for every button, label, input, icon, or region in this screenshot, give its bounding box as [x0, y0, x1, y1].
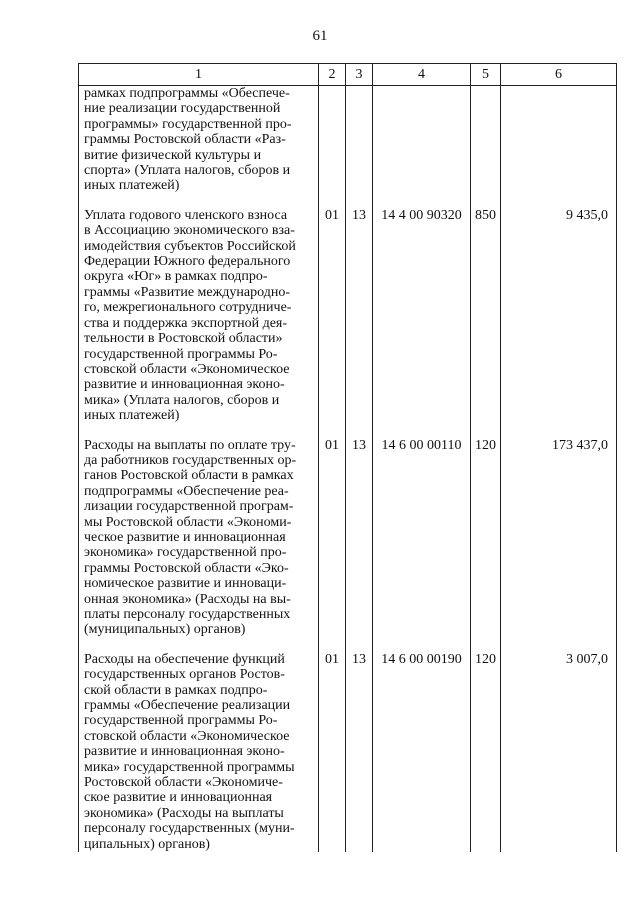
- header-col-4: 4: [373, 64, 471, 86]
- text-line: стовской области «Экономическое: [84, 728, 290, 744]
- text-line: государственной программы Ро-: [84, 346, 278, 362]
- text-line: мика» государственной программы: [84, 759, 295, 775]
- table-row: [79, 652, 617, 853]
- expense-type-code: 850: [471, 208, 501, 424]
- text-line: граммы Ростовской области «Раз-: [84, 132, 286, 148]
- text-line: развитие и инновационная эконо-: [84, 744, 285, 760]
- text-line: ганов Ростовской области в рамках: [84, 468, 294, 484]
- text-line: граммы Ростовской области «Эко-: [84, 560, 289, 576]
- amount-value: 173 437,0: [501, 438, 617, 638]
- subsection-code: 13: [346, 438, 373, 638]
- section-code: 01: [319, 652, 346, 853]
- text-line: персоналу государственных (муни-: [84, 821, 295, 837]
- row-description: [79, 438, 319, 638]
- continuation-row: [79, 86, 617, 194]
- amount-value: 3 007,0: [501, 652, 617, 853]
- header-col-2: 2: [319, 64, 346, 86]
- table-body: [79, 86, 617, 853]
- header-row: [79, 64, 617, 86]
- text-line: округа «Юг» в рамках подпро-: [84, 269, 268, 285]
- text-line: программы» государственной про-: [84, 116, 292, 132]
- header-col-6: 6: [501, 64, 617, 86]
- text-line: мика» (Уплата налогов, сборов и: [84, 392, 280, 408]
- text-line: ципальных) органов): [84, 836, 210, 852]
- text-line: Уплата годового членского взноса: [84, 207, 288, 223]
- text-line: в Ассоциацию экономического вза-: [84, 223, 295, 239]
- text-line: экономика» государственной про-: [84, 545, 287, 561]
- text-line: спорта» (Уплата налогов, сборов и: [84, 163, 291, 179]
- text-line: онная экономика» (Расходы на вы-: [84, 591, 291, 607]
- text-line: государственных органов Ростов-: [84, 667, 285, 683]
- header-col-5: 5: [471, 64, 501, 86]
- text-line: го, межрегионального сотрудниче-: [84, 300, 292, 316]
- target-article-code: 14 6 00 00190: [373, 652, 471, 853]
- header-col-3: 3: [346, 64, 373, 86]
- row-description: [79, 208, 319, 424]
- text-line: имодействия субъектов Российской: [84, 238, 296, 254]
- text-line: государственной программы Ро-: [84, 713, 278, 729]
- text-line: платы персоналу государственных: [84, 607, 291, 622]
- text-line: граммы «Обеспечение реализации: [84, 698, 291, 714]
- text-line: Федерации Южного федерального: [84, 254, 291, 270]
- amount-value: 9 435,0: [501, 208, 617, 424]
- text-line: лизации государственной програм-: [84, 499, 294, 515]
- text-line: иных платежей): [84, 178, 180, 194]
- text-line: Расходы на обеспечение функций: [84, 651, 285, 667]
- text-line: тельности в Ростовской области»: [84, 331, 283, 347]
- text-line: ское развитие и инновационная: [84, 790, 273, 806]
- text-line: ства и поддержка экспортной дея-: [84, 315, 288, 331]
- text-line: граммы «Развитие международно-: [84, 284, 290, 300]
- text-line: ской области в рамках подпро-: [84, 682, 268, 698]
- expense-type-code: 120: [471, 652, 501, 853]
- header-col-1: 1: [79, 64, 319, 86]
- table-header: [79, 64, 617, 86]
- expense-type-code: 120: [471, 438, 501, 638]
- text-line: ческое развитие и инновационная: [84, 529, 286, 545]
- text-line: Расходы на выплаты по оплате тру-: [84, 437, 296, 453]
- text-line: номическое развитие и инноваци-: [84, 576, 287, 592]
- text-line: (муниципальных) органов): [84, 622, 246, 638]
- text-line: развитие и инновационная эконо-: [84, 377, 285, 393]
- text-line: витие физической культуры и: [84, 147, 262, 163]
- text-line: мы Ростовской области «Экономи-: [84, 514, 292, 530]
- row-description: [79, 652, 319, 853]
- text-line: иных платежей): [84, 408, 180, 424]
- subsection-code: 13: [346, 208, 373, 424]
- section-code: 01: [319, 208, 346, 424]
- text-line: да работников государственных ор-: [84, 452, 297, 468]
- text-line: стовской области «Экономическое: [84, 361, 290, 377]
- text-line: рамках подпрограммы «Обеспече-: [84, 86, 290, 101]
- section-code: 01: [319, 438, 346, 638]
- page-number: 61: [312, 28, 328, 44]
- budget-table: [78, 63, 617, 853]
- subsection-code: 13: [346, 652, 373, 853]
- target-article-code: 14 6 00 00110: [373, 438, 471, 638]
- continuation-description: [79, 86, 319, 194]
- text-line: ние реализации государственной: [84, 101, 281, 117]
- table-row: [79, 438, 617, 638]
- text-line: экономика» (Расходы на выплаты: [84, 805, 284, 821]
- table-row: [79, 208, 617, 424]
- text-line: подпрограммы «Обеспечение реа-: [84, 483, 289, 499]
- target-article-code: 14 4 00 90320: [373, 208, 471, 424]
- text-line: Ростовской области «Экономиче-: [84, 775, 283, 791]
